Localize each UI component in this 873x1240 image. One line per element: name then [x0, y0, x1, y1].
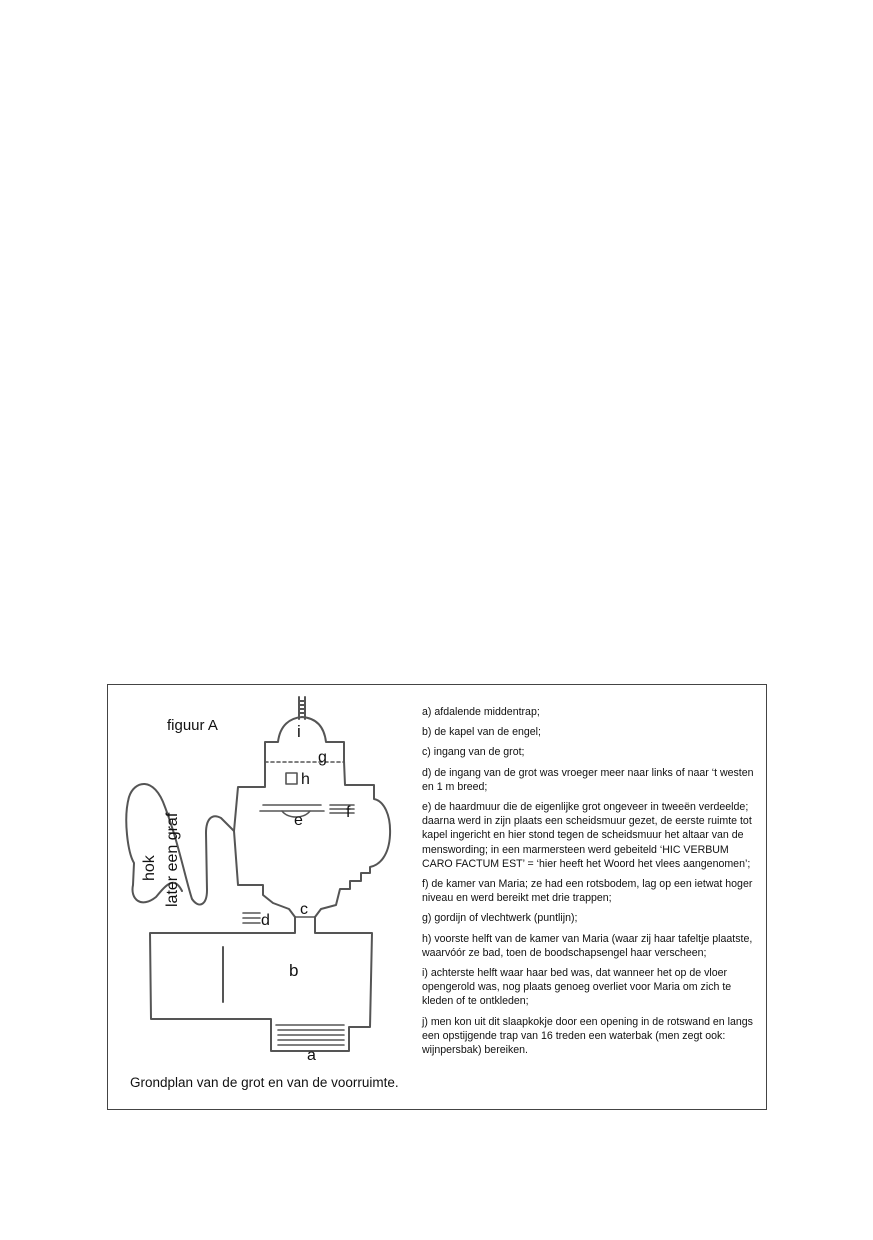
legend [422, 705, 762, 1063]
legend-item-e: e) de haardmuur die de eigenlijke grot ongeveer in tweeën verdeelde; daarna werd in zijn plaats een scheidsmuur gezet, de eerste ruimte tot kapel ingericht en hier stond tegen de scheidsmuur het altaar van de menswording; in een marmersteen werd gebeiteld ‘HIC VERBUM CARO FACTUM EST’ = ‘hier heeft het Woord het vlees aangenomen’; [422, 801, 752, 870]
plan-label-c: c [300, 901, 308, 918]
plan-label-hok: hok [141, 855, 158, 881]
floor-plan-drawing [108, 685, 418, 1065]
plan-label-b: b [289, 961, 299, 980]
legend-item-a: a) afdalende middentrap; [422, 706, 540, 718]
plan-label-later-een-graf: later een graf [164, 812, 181, 907]
legend-item-d: d) de ingang van de grot was vroeger meer naar links of naar ‘t westen en 1 m breed; [422, 766, 754, 793]
legend-item-c: c) ingang van de grot; [422, 746, 525, 759]
figure-a-box [107, 684, 767, 1110]
legend-item-j: j) men kon uit dit slaapkokje door een opening in de rotswand en langs een opstijgende trap van 16 treden een waterbak (men zegt ook: wijnpersbak) bereiken. [422, 1015, 753, 1057]
plan-chamber-i [265, 717, 344, 761]
plan-label-h: h [301, 771, 310, 788]
plan-label-g: g [318, 749, 327, 766]
plan-label-d: d [261, 912, 270, 929]
legend-item-b: b) de kapel van de engel; [422, 726, 541, 739]
plan-stair-d [243, 913, 260, 923]
plan-stair-a [276, 1025, 344, 1045]
legend-item-i: i) achterste helft waar haar bed was, dat wanneer het op de vloer opengerold was, nog plaats genoeg overliet voor Maria om zich te kleden of te ontkleden; [422, 967, 732, 1008]
plan-caption: Grondplan van de grot en van de voorruimte. [130, 1075, 399, 1090]
plan-vestibule-b [150, 917, 372, 1051]
plan-chamber-h [234, 761, 265, 885]
plan-stair-j [299, 697, 305, 719]
figure-title: figuur A [167, 717, 218, 734]
plan-label-a: a [307, 1047, 316, 1064]
plan-label-f: f [346, 804, 351, 821]
plan-box-h [286, 773, 297, 784]
legend-item-h: h) voorste helft van de kamer van Maria (waar zij haar tafeltje plaatste, waarvóór ze bad, toen de boodschapsengel haar verscheen; [422, 932, 753, 959]
legend-item-g: g) gordijn of vlechtwerk (puntlijn); [422, 912, 578, 925]
plan-altar-e [260, 805, 324, 811]
legend-item-f: f) de kamer van Maria; ze had een rotsbodem, lag op een ietwat hoger niveau en werd bereikt met drie trappen; [422, 878, 753, 905]
plan-label-i: i [297, 722, 301, 741]
plan-label-e: e [294, 812, 303, 829]
